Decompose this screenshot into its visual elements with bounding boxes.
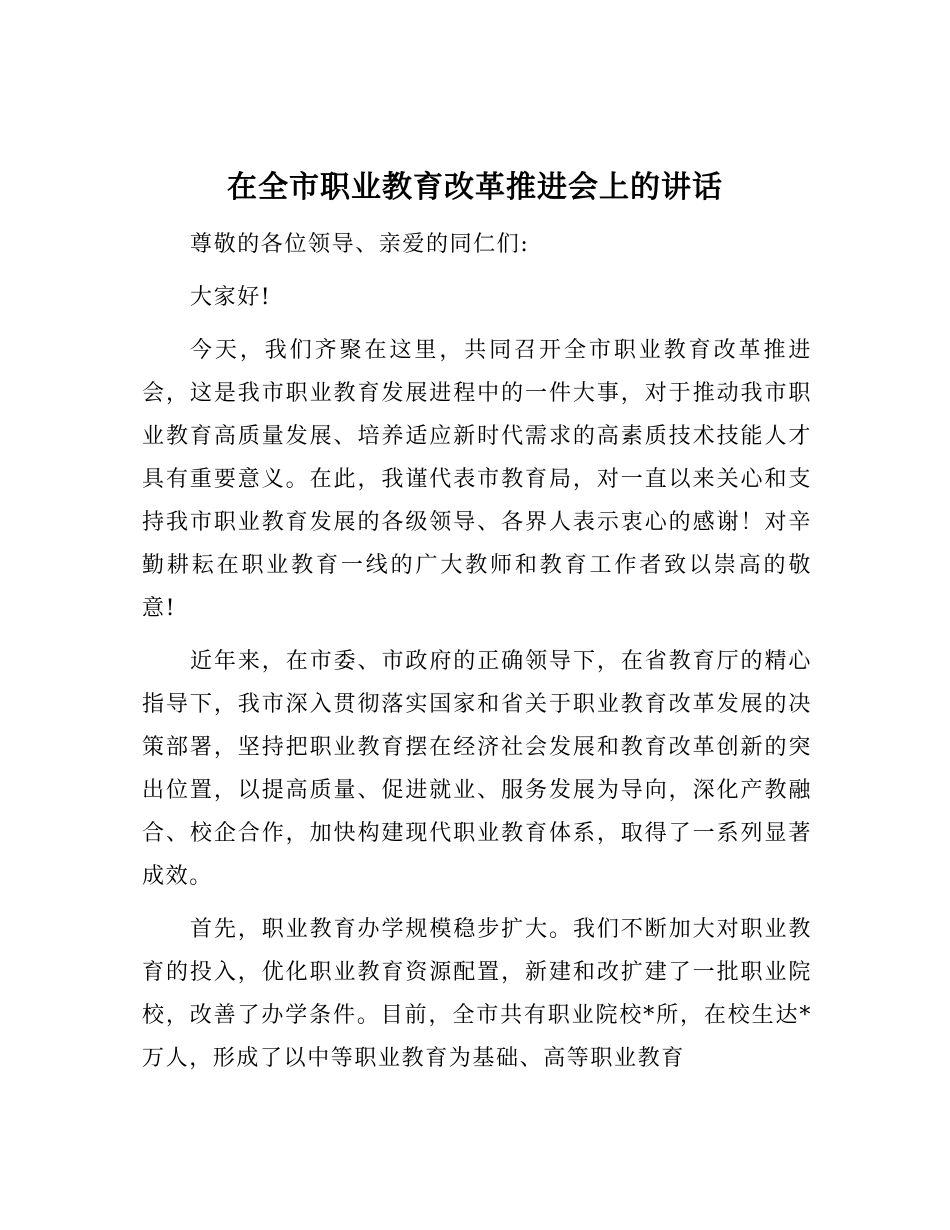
achievements-intro-paragraph: 近年来，在市委、市政府的正确领导下，在省教育厅的精心指导下，我市深入贯彻落实国家和省关于职业教育改革发展的决策部署，坚持把职业教育摆在经济社会发展和教育改革创新的突出位置，以提高质量、促进就业、服务发展为导向，深化产教融合、校企合作，加快构建现代职业教育体系，取得了一系列显著成效。 [142, 649, 812, 889]
opening-paragraph: 今天，我们齐聚在这里，共同召开全市职业教育改革推进会，这是我市职业教育发展进程中的一件大事，对于推动我市职业教育高质量发展、培养适应新时代需求的高素质技术技能人才具有重要意义。在此，我谨代表市教育局，对一直以来关心和支持我市职业教育发展的各级领导、各界人表示衷心的感谢！对辛勤耕耘在职业教育一线的广大教师和教育工作者致以崇高的敬意! [142, 338, 812, 621]
scale-expansion-paragraph: 首先，职业教育办学规模稳步扩大。我们不断加大对职业教育的投入，优化职业教育资源配置，新建和改扩建了一批职业院校，改善了办学条件。目前，全市共有职业院校*所，在校生达*万人，形成了以中等职业教育为基础、高等职业教育 [142, 917, 812, 1071]
salutation-paragraph: 尊敬的各位领导、亲爱的同仁们: [190, 232, 530, 257]
greeting-paragraph: 大家好! [190, 285, 272, 310]
document-body [142, 223, 812, 1090]
document-title: 在全市职业教育改革推进会上的讲话 [227, 170, 723, 205]
